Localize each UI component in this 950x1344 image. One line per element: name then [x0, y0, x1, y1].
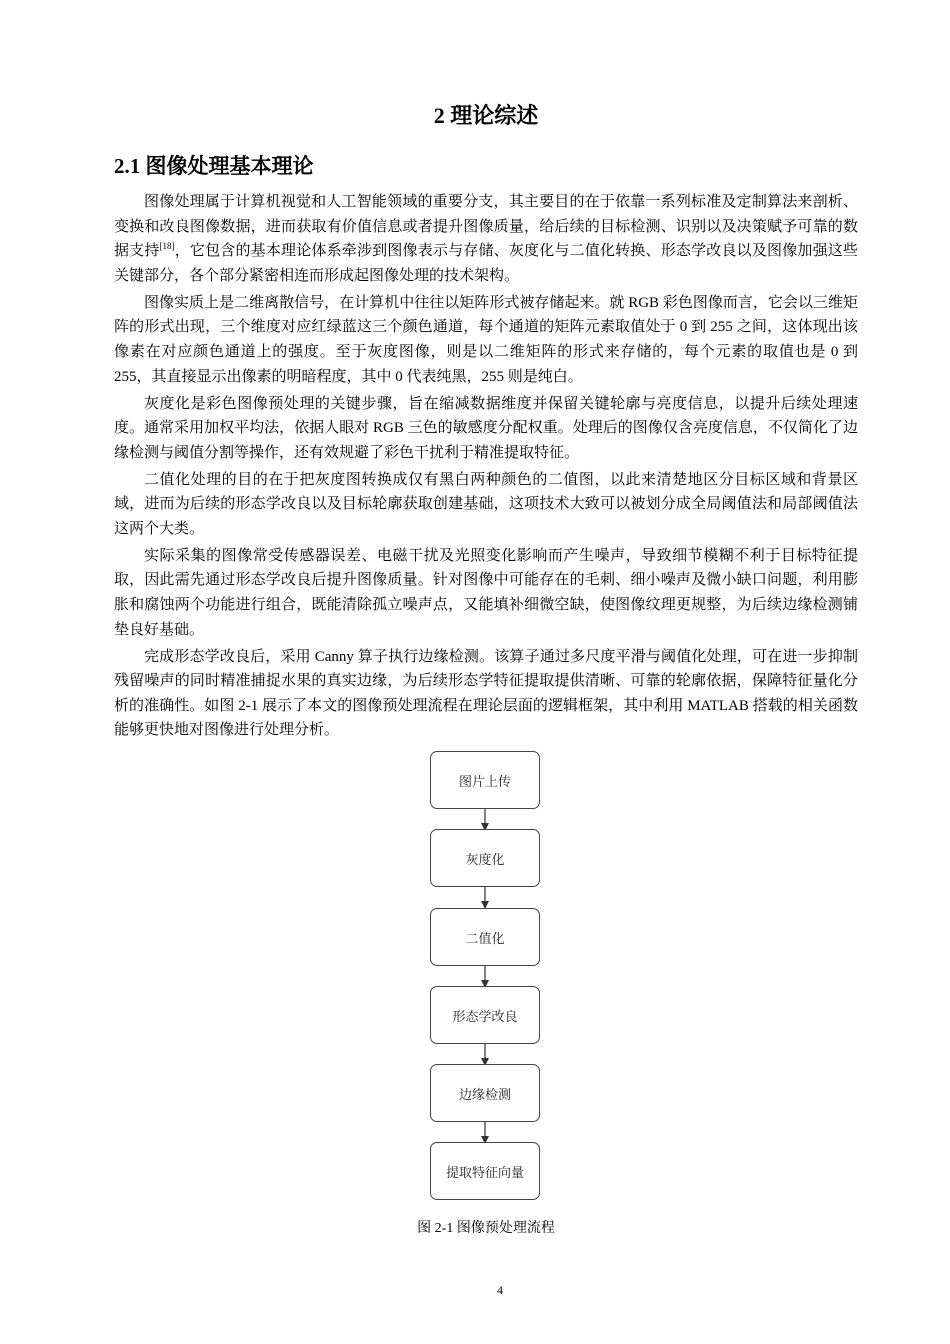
- figure-caption: 图 2-1 图像预处理流程: [417, 1221, 555, 1236]
- flow-step-binarization: 二值化: [430, 908, 540, 966]
- flow-step-upload: 图片上传: [430, 751, 540, 809]
- paragraph-1-text-cont: ，它包含的基本理论体系牵涉到图像表示与存储、灰度化与二值化转换、形态学改良以及图像加强这些关键部分，各个部分紧密相连而形成起图像处理的技术架构。: [114, 243, 858, 284]
- flow-step-feature-extraction: 提取特征向量: [430, 1142, 540, 1200]
- paragraph-3: 灰度化是彩色图像预处理的关键步骤，旨在缩减数据维度并保留关键轮廓与亮度信息，以提升后续处理速度。通常采用加权平均法，依据人眼对 RGB 三色的敏感度分配权重。处理后的图像仅含亮度信息，不仅简化了边缘检测与阈值分割等操作，还有效规避了彩色干扰利于精准提取特征。: [114, 395, 858, 461]
- chapter-title: 2 理论综述: [433, 103, 539, 128]
- flow-step-morphology: 形态学改良: [430, 986, 540, 1044]
- flow-step-grayscale: 灰度化: [430, 829, 540, 887]
- paragraph-6: 完成形态学改良后，采用 Canny 算子执行边缘检测。该算子通过多尺度平滑与阈值化处理，可在进一步抑制残留噪声的同时精准捕捉水果的真实边缘，为后续形态学特征提取提供清晰、可靠的轮廓依据，保障特征量化分析的准确性。如图 2-1 展示了本文的图像预处理流程在理论层面的逻辑框架，其中利用 MATLAB 搭载的相关函数能够更快地对图像进行处理分析。: [114, 648, 858, 739]
- paragraph-1-text: 图像处理属于计算机视觉和人工智能领域的重要分支，其主要目的在于依靠一系列标准及定制算法来剖析、变换和改良图像数据，进而获取有价值信息或者提升图像质量，给后续的目标检测、识别以及决策赋予可靠的数据支持: [114, 194, 858, 260]
- paragraph-5: 实际采集的图像常受传感器误差、电磁干扰及光照变化影响而产生噪声，导致细节模糊不利于目标特征提取，因此需先通过形态学改良后提升图像质量。针对图像中可能存在的毛刺、细小噪声及微小缺口问题，利用膨胀和腐蚀两个功能进行组合，既能清除孤立噪声点，又能填补细微空缺，使图像纹理更规整，为后续边缘检测铺垫良好基础。: [114, 547, 858, 638]
- flow-step-edge-detection: 边缘检测: [430, 1064, 540, 1122]
- paragraph-2: 图像实质上是二维离散信号，在计算机中往往以矩阵形式被存储起来。就 RGB 彩色图像而言，它会以三维矩阵的形式出现，三个维度对应红绿蓝这三个颜色通道，每个通道的矩阵元素取值处于 0 到 255 之间，这体现出该像素在对应颜色通道上的强度。至于灰度图像，则是以二维矩阵的形式来存储的，每个元素的取值也是 0 到 255，其直接显示出像素的明暗程度，其中 0 代表纯黑，255 则是纯白。: [114, 294, 858, 385]
- page-number: 4: [497, 1283, 503, 1297]
- citation-marker: [18]: [159, 241, 175, 252]
- paragraph-4: 二值化处理的目的在于把灰度图转换成仅有黑白两种颜色的二值图，以此来清楚地区分目标区域和背景区域，进而为后续的形态学改良以及目标轮廓获取创建基础，这项技术大致可以被划分成全局阈值法和局部阈值法这两个大类。: [114, 471, 858, 537]
- section-title: 2.1 图像处理基本理论: [114, 154, 314, 178]
